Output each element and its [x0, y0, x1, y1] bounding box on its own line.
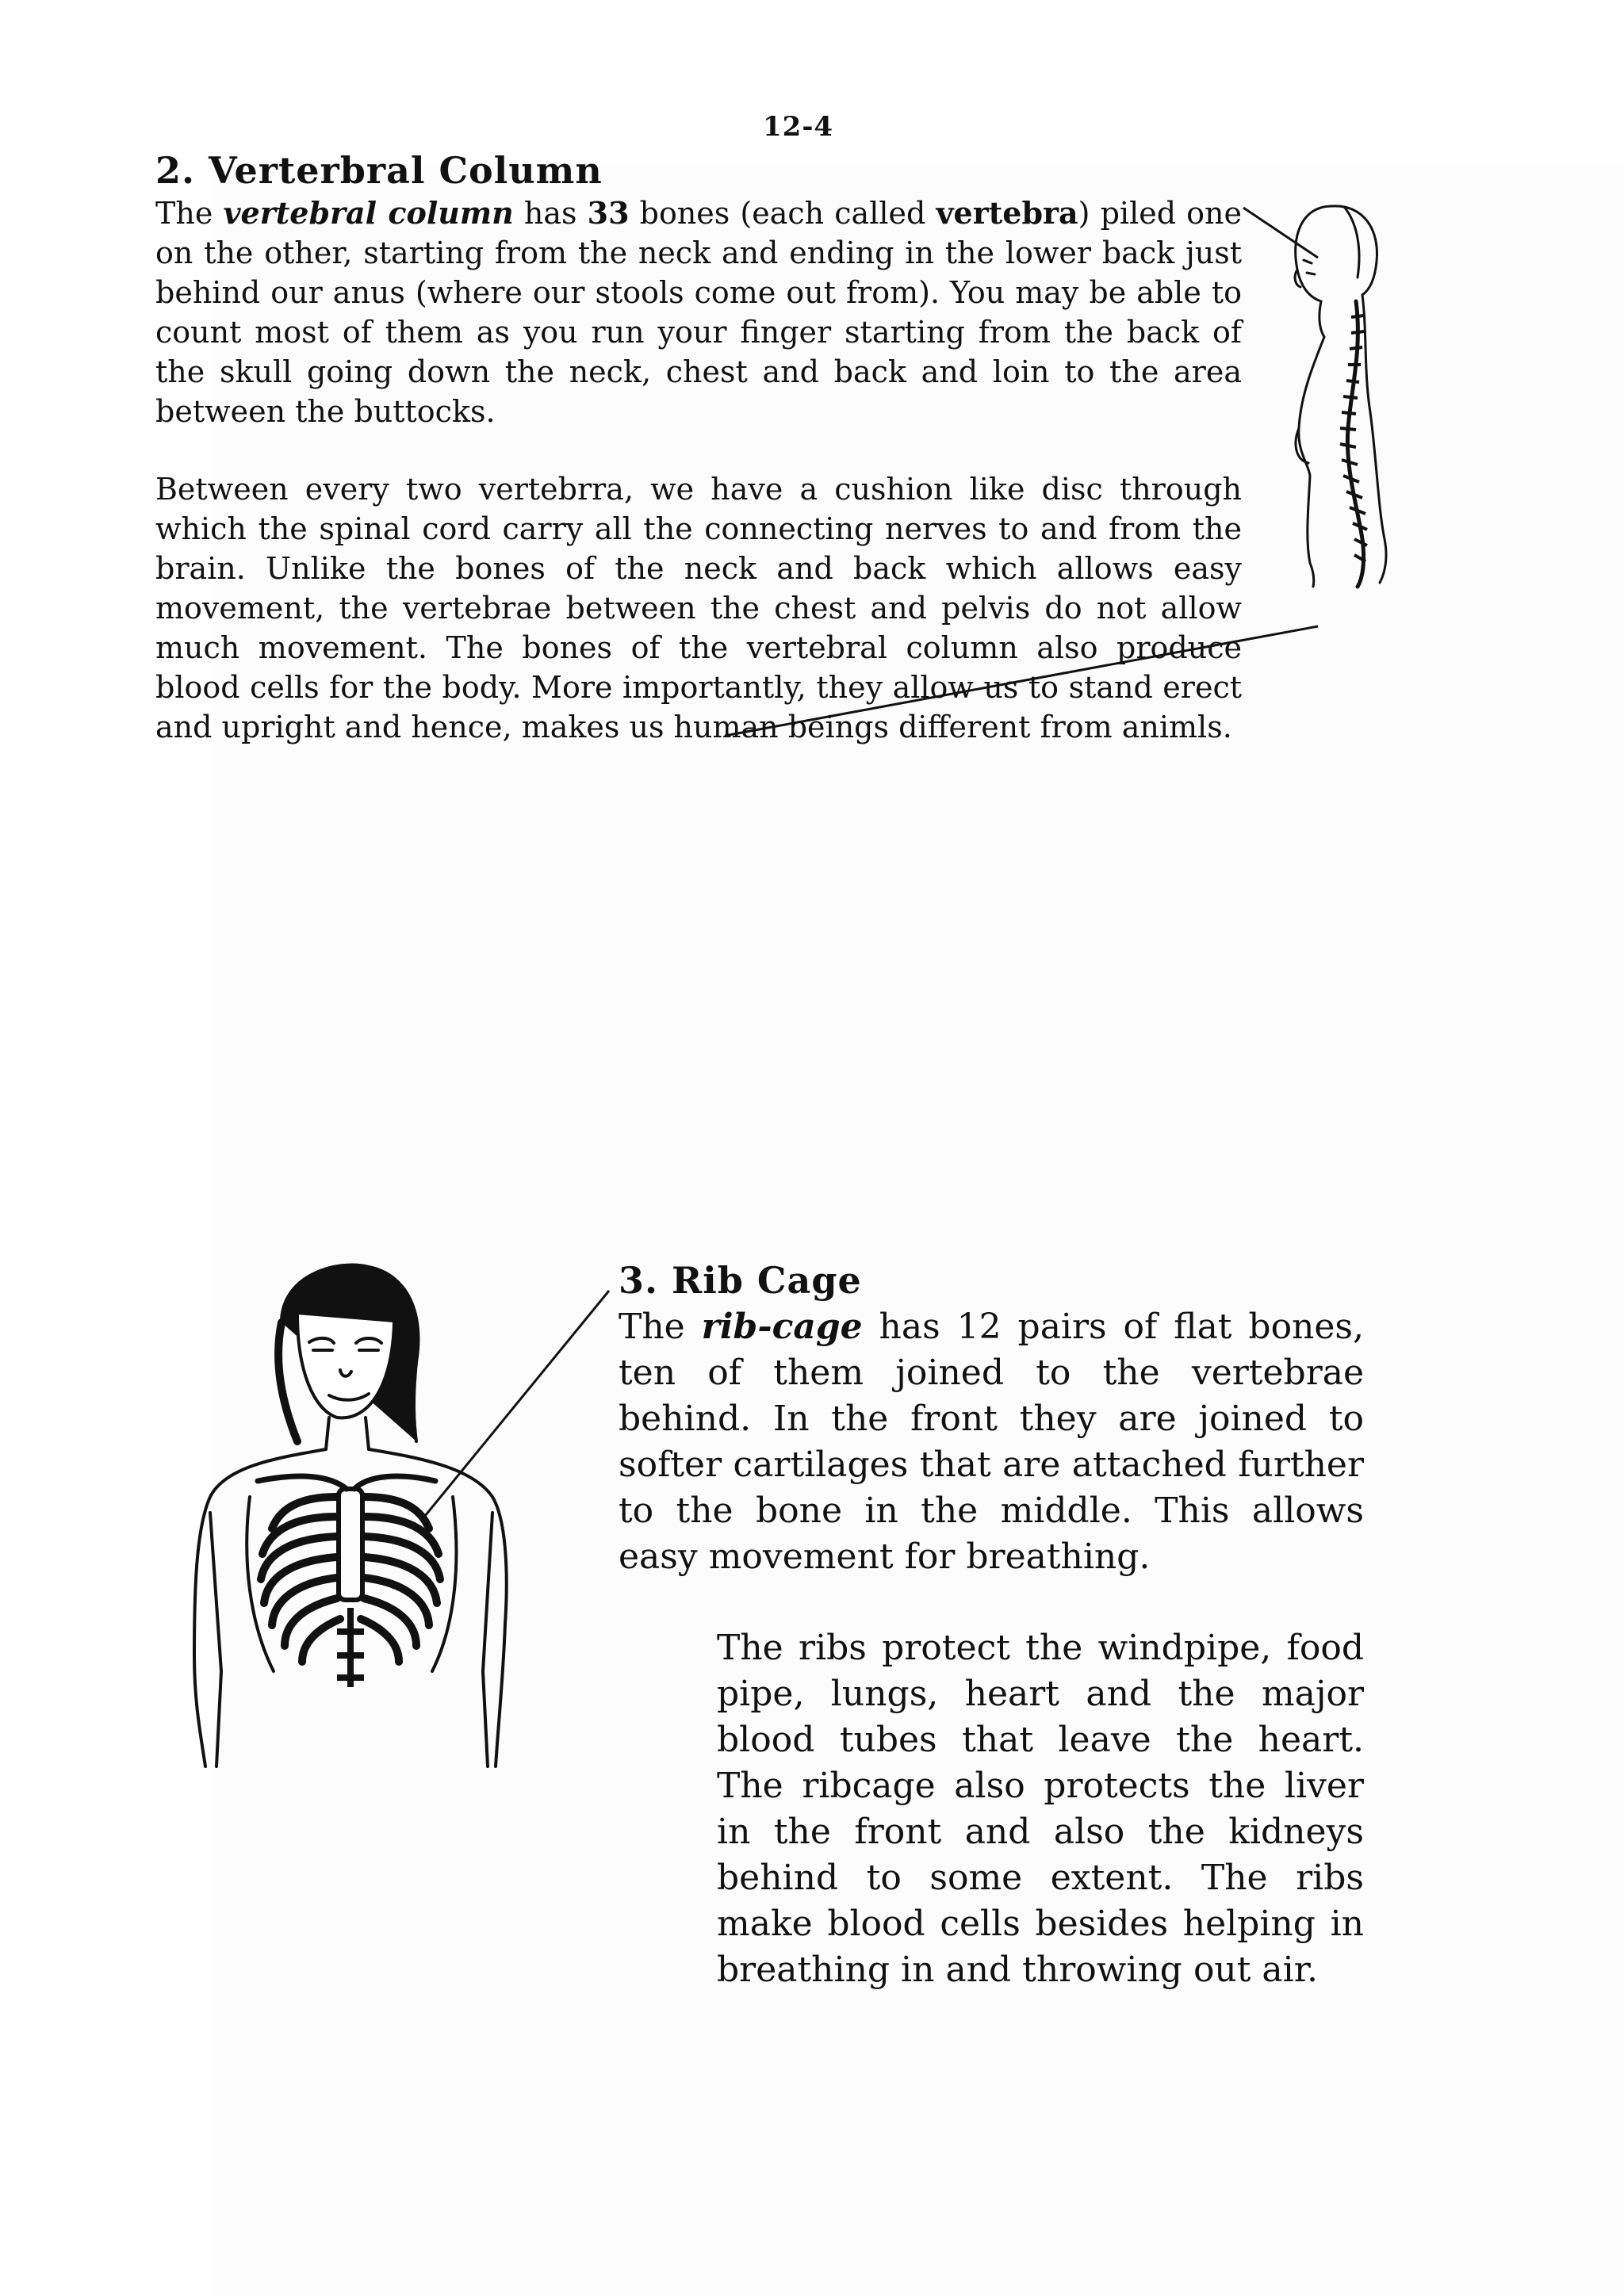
term-vertebra: vertebra	[936, 195, 1078, 231]
paragraph-rib-protection: The ribs protect the windpipe, food pipe, lungs, heart and the major blood tubes that leave the heart. The ribcage also protects the liver in the front and also the kidneys behind to some extent. The ribs make blood cells besides helping in breathing in and throwing out air.	[717, 1628, 1364, 1990]
paragraph-vertebral-intro	[155, 193, 1242, 431]
term-vertebral-column: vertebral column	[223, 195, 514, 231]
spine-figure-illustration	[1269, 190, 1396, 666]
text-run: The	[619, 1307, 702, 1347]
text-run: has 12 pairs of flat bones, ten of them joined to the vertebrae behind. In the front they are joined to softer cartilages that are attached further to the bone in the middle. This allows easy movement for breathing.	[619, 1307, 1365, 1577]
term-rib-cage: rib-cage	[701, 1307, 863, 1347]
paragraph-rib-cage-intro	[619, 1304, 1364, 1580]
paragraph-vertebral-discs: Between every two vertebrra, we have a cushion like disc through which the spinal cord carry all the connecting nerves to and from the brain. Unlike the bones of the neck and back which allows easy movement, the vertebrae between the chest and pelvis do not allow much movement. The bones of the vertebral column also produce blood cells for the body. More importantly, they allow us to stand erect and upright and hence, makes us human beings different from animls.	[155, 472, 1242, 744]
section-title-vertebral-column: 2. Verterbral Column	[155, 149, 603, 192]
text-run: The	[155, 196, 224, 231]
text-run: bones (each called	[629, 196, 936, 231]
text-run: has	[513, 196, 588, 231]
page-number: 12-4	[763, 111, 834, 143]
section-title-rib-cage: 3. Rib Cage	[619, 1259, 862, 1302]
ribcage-figure-illustration	[178, 1259, 527, 1766]
bone-count: 33	[587, 195, 630, 231]
text-run: ) piled one on the other, starting from the neck and ending in the lower back just behind our anus (where our stools come out from). You may be able to count most of them as you run your finger starting from the back of the skull going down the neck, chest and back and loin to the area between the buttocks.	[155, 196, 1243, 429]
